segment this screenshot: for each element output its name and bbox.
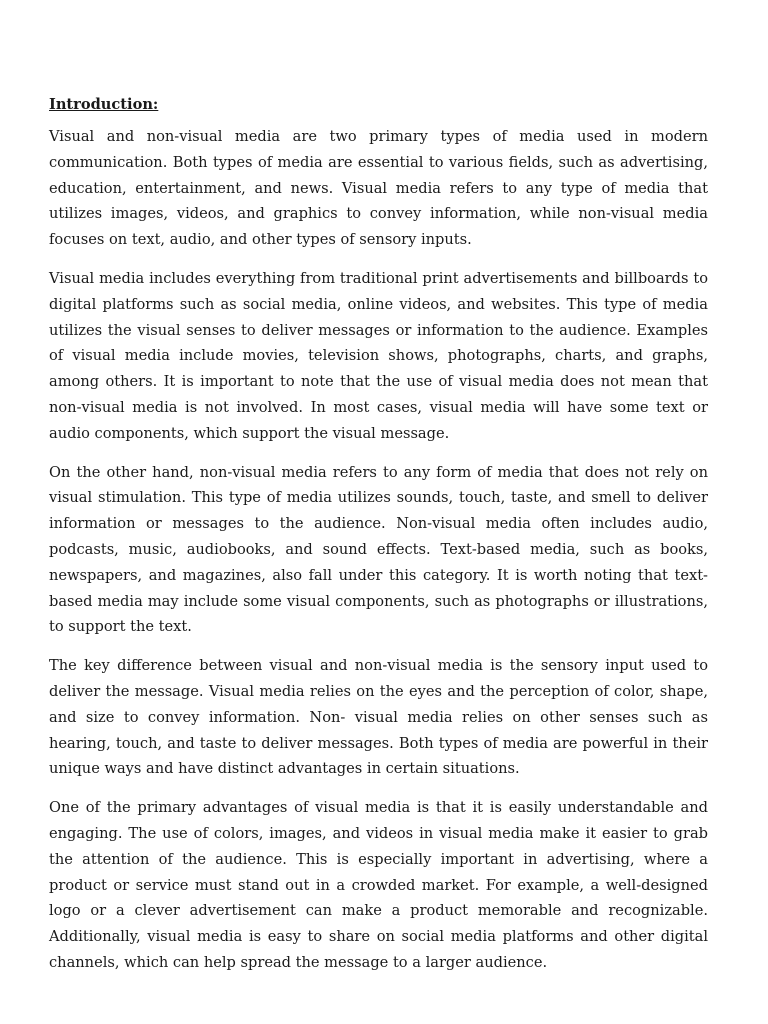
paragraph-5: One of the primary advantages of visual media is that it is easily understandable and engaging. The use of colors, images, and videos in visual media make it easier to grab the attention of the audience. This is especially important in advertising, where a product or service must stand out in a crowded market. For example, a well-designed logo or a clever advertisement can make a product memorable and recognizable. Additionally, visual media is easy to share on social media platforms and other digital channels, which can help spread the message to a larger audience. <box>49 799 708 971</box>
paragraph-3: On the other hand, non-visual media refers to any form of media that does not rely on visual stimulation. This type of media utilizes sounds, touch, taste, and smell to deliver information or messages to the audience. Non-visual media often includes audio, podcasts, music, audiobooks, and sound effects. Text-based media, such as books, newspapers, and magazines, also fall under this category. It is worth noting that text-based media may include some visual components, such as photographs or illustrations, to support the text. <box>49 463 708 636</box>
paragraph-4: The key difference between visual and non-visual media is the sensory input used to deliver the message. Visual media relies on the eyes and the perception of color, shape, and size to convey information. Non- visual media relies on other senses such as hearing, touch, and taste to deliver messages. Both types of media are powerful in their unique ways and have distinct advantages in certain situations. <box>49 657 708 778</box>
section-heading: Introduction: <box>49 96 159 113</box>
paragraph-2: Visual media includes everything from traditional print advertisements and billboards to digital platforms such as social media, online videos, and websites. This type of media utilizes the visual senses to deliver messages or information to the audience. Examples of visual media include movies, television shows, photographs, charts, and graphs, among others. It is important to note that the use of visual media does not mean that non-visual media is not involved. In most cases, visual media will have some text or audio components, which support the visual message. <box>49 269 708 442</box>
paragraph-1: Visual and non-visual media are two primary types of media used in modern communication. Both types of media are essential to various fields, such as advertising, education, entertainment, and news. Visual media refers to any type of media that utilizes images, videos, and graphics to convey information, while non-visual media focuses on text, audio, and other types of sensory inputs. <box>49 128 708 249</box>
